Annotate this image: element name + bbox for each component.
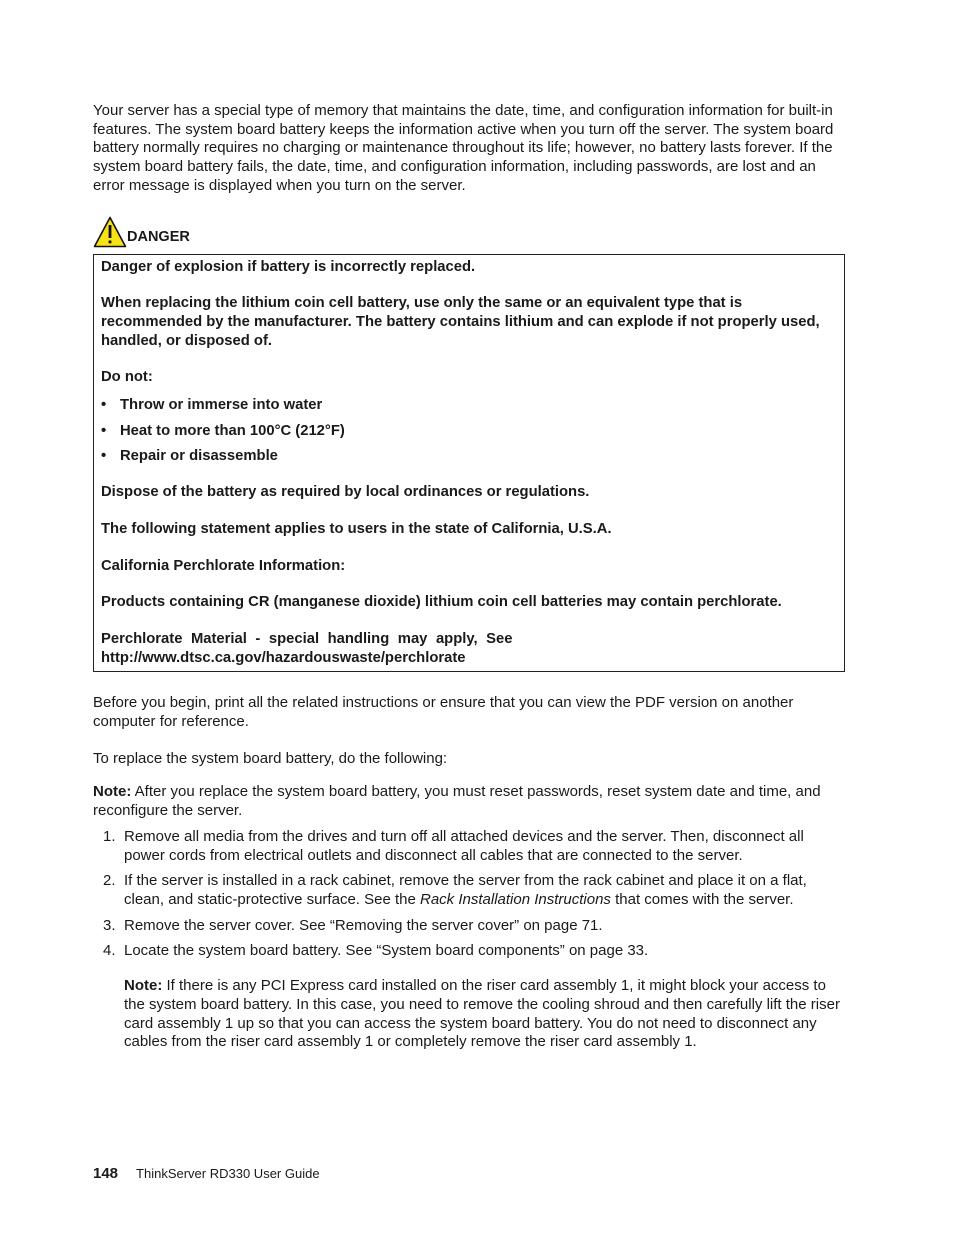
word: special xyxy=(268,630,320,647)
step-number: 2. xyxy=(103,872,116,890)
word: may xyxy=(397,630,428,647)
list-item: • Heat to more than 100°C (212°F) xyxy=(101,422,345,439)
note-label: Note: xyxy=(93,783,132,801)
page-number: 148 xyxy=(93,1165,119,1182)
step-text: Remove the server cover. See “Removing the server cover” on page 71. xyxy=(124,916,603,934)
intro-paragraph: Your server has a special type of memory that maintains the date, time, and configuration information for built-in features. The system board battery keeps the information active when you turn off the server. The system board battery normally requires no charging or maintenance throughout its life; however, no battery lasts forever. If the system board battery fails, the date, time, and configuration information, including passwords, are lost and an error message is displayed when you turn on the server. xyxy=(93,102,834,194)
step-text: If the server is installed in a rack cabinet, remove the server from the rack cabinet and place it on a flat, clean, and static-protective surface. See the xyxy=(124,872,807,908)
danger-explosion-line: Danger of explosion if battery is incorrectly replaced. xyxy=(101,258,476,275)
word: - xyxy=(255,630,261,647)
word: Perchlorate xyxy=(101,630,183,647)
danger-products-line: Products containing CR (manganese dioxide) lithium coin cell batteries may contain perchlorate. xyxy=(101,594,782,611)
list-item: • Throw or immerse into water xyxy=(101,397,323,414)
note-text: If there is any PCI Express card installed on the riser card assembly 1, it might block your access to the system board battery. In this case, you need to remove the cooling shroud and then carefully lift the riser card assembly 1 up so that you can access the system board battery. You do not need to disconnect any cables from the riser card assembly 1 or completely remove the riser card assembly 1. xyxy=(124,977,840,1051)
danger-dispose-line: Dispose of the battery as required by local ordinances or regulations. xyxy=(101,484,590,501)
danger-bullet-list xyxy=(101,396,837,466)
note-text: After you replace the system board battery, you must reset passwords, reset system date and time, and reconfigure the server. xyxy=(93,783,821,820)
warning-triangle-icon xyxy=(93,216,127,248)
list-item-text: Repair or disassemble xyxy=(120,448,278,465)
word: See xyxy=(486,630,513,647)
to-replace-paragraph: To replace the system board battery, do the following: xyxy=(93,749,448,767)
step-item xyxy=(93,917,845,936)
danger-box xyxy=(93,254,845,673)
steps-list xyxy=(93,828,845,1052)
step-item xyxy=(93,872,845,909)
step-text: Locate the system board battery. See “System board components” on page 33. xyxy=(124,942,649,960)
danger-label: DANGER xyxy=(127,228,190,245)
step-item xyxy=(93,942,845,1052)
note-paragraph xyxy=(93,783,845,820)
danger-do-not-label: Do not: xyxy=(101,369,153,386)
word: apply, xyxy=(435,630,478,647)
step-number: 4. xyxy=(103,942,116,960)
step-item xyxy=(93,828,845,865)
before-you-begin-paragraph: Before you begin, print all the related instructions or ensure that you can view the PDF version on another computer for reference. xyxy=(93,694,794,731)
danger-perchlorate-material-line xyxy=(101,630,837,649)
list-item: • Repair or disassemble xyxy=(101,448,278,465)
list-item-text: Heat to more than 100°C (212°F) xyxy=(120,422,345,439)
step-note-paragraph xyxy=(124,977,845,1052)
danger-heading xyxy=(93,214,845,248)
danger-perchlorate-url: http://www.dtsc.ca.gov/hazardouswaste/perchlorate xyxy=(101,649,466,666)
note-label: Note: xyxy=(124,977,163,995)
step-text: Remove all media from the drives and turn off all attached devices and the server. Then, disconnect all power cords from electrical outlets and disconnect all cables that are connected to the server. xyxy=(124,827,804,864)
step-text: that comes with the server. xyxy=(610,890,794,908)
word: handling xyxy=(327,630,390,647)
document-title: ThinkServer RD330 User Guide xyxy=(136,1166,320,1181)
list-item-text: Throw or immerse into water xyxy=(120,397,323,414)
page-content xyxy=(93,102,845,1059)
rack-installation-instructions-title: Rack Installation Instructions xyxy=(420,890,611,908)
danger-replacing-paragraph: When replacing the lithium coin cell battery, use only the same or an equivalent type that is recommended by the manufacturer. The battery contains lithium and can explode if not properly used, handled, or disposed of. xyxy=(101,295,820,349)
step-number: 3. xyxy=(103,916,116,934)
step-number: 1. xyxy=(103,827,116,845)
danger-california-line: The following statement applies to users in the state of California, U.S.A. xyxy=(101,520,612,537)
word: Material xyxy=(190,630,247,647)
danger-perchlorate-info-label: California Perchlorate Information: xyxy=(101,557,346,574)
page-footer xyxy=(93,1165,320,1184)
